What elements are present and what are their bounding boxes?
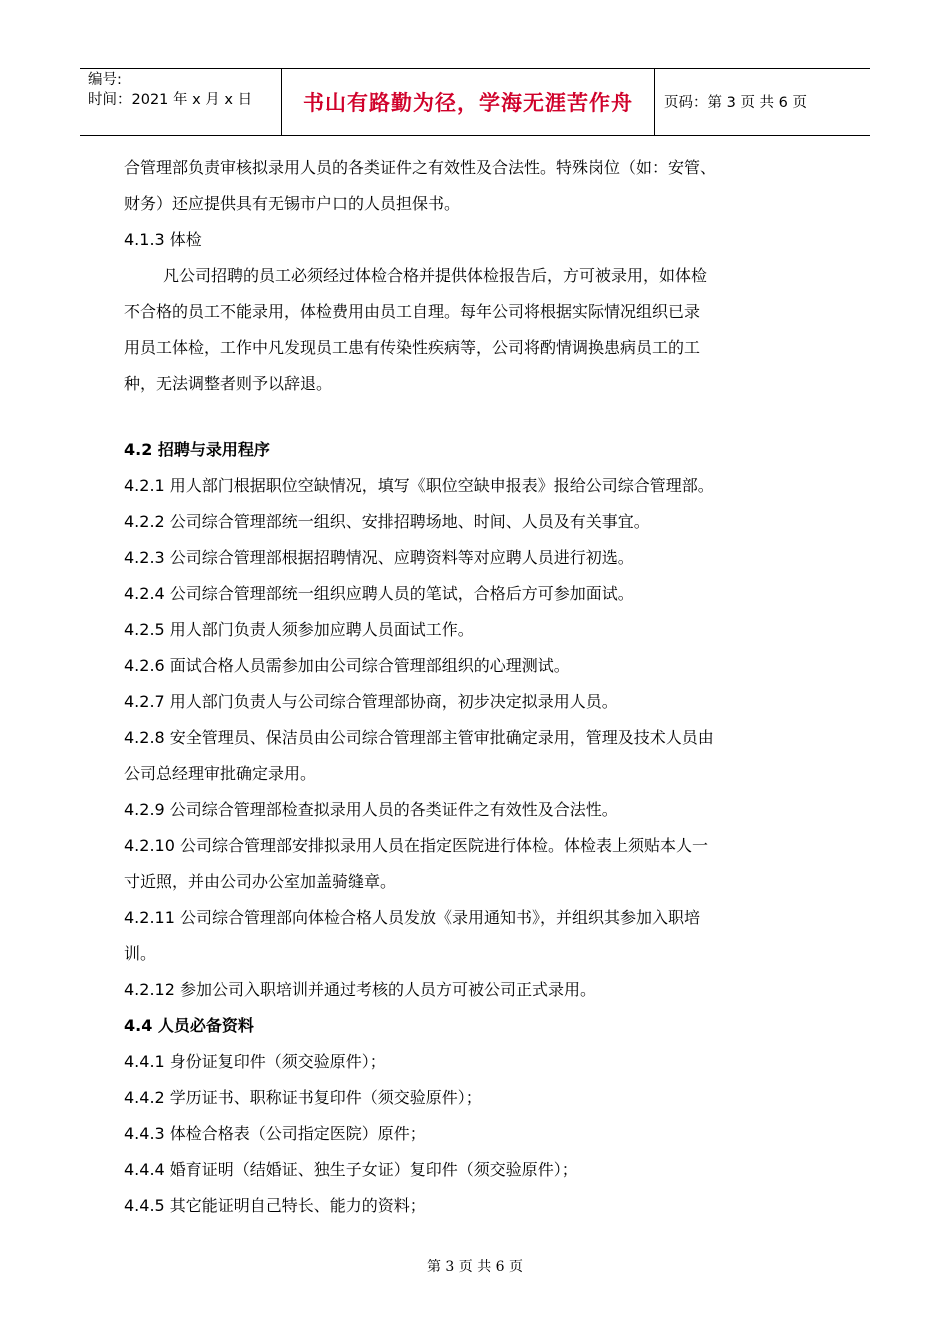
list-item: 4.2.4 公司综合管理部统一组织应聘人员的笔试，合格后方可参加面试。 — [124, 584, 634, 603]
paragraph-line: 用员工体检，工作中凡发现员工患有传染性疾病等，公司将酌情调换患病员工的工 — [124, 338, 701, 357]
list-item: 4.2.12 参加公司入职培训并通过考核的人员方可被公司正式录用。 — [124, 980, 596, 999]
header-divider-right — [654, 68, 655, 135]
list-item: 4.2.6 面试合格人员需参加由公司综合管理部组织的心理测试。 — [124, 656, 570, 675]
section-heading: 4.4 人员必备资料 — [124, 1016, 254, 1035]
document-date: 时间：2021 年 x 月 x 日 — [88, 92, 253, 108]
section-heading: 4.1.3 体检 — [124, 230, 202, 249]
list-item: 4.4.5 其它能证明自己特长、能力的资料； — [124, 1196, 426, 1215]
list-item: 4.4.3 体检合格表（公司指定医院）原件； — [124, 1124, 426, 1143]
list-item: 4.4.2 学历证书、职称证书复印件（须交验原件）； — [124, 1088, 482, 1107]
paragraph-line: 种，无法调整者则予以辞退。 — [124, 374, 333, 393]
section-heading: 4.2 招聘与录用程序 — [124, 440, 270, 459]
list-item: 4.4.4 婚育证明（结婚证、独生子女证）复印件（须交验原件）； — [124, 1160, 578, 1179]
header-motto: 书山有路勤为径，学海无涯苦作舟 — [303, 90, 633, 115]
list-item-continuation: 公司总经理审批确定录用。 — [124, 764, 317, 783]
list-item-continuation: 寸近照，并由公司办公室加盖骑缝章。 — [124, 872, 397, 891]
header-page-info: 页码：第 3 页 共 6 页 — [664, 95, 807, 111]
paragraph-line: 合管理部负责审核拟录用人员的各类证件之有效性及合法性。特殊岗位（如：安管、 — [124, 158, 717, 177]
paragraph-line: 财务）还应提供具有无锡市户口的人员担保书。 — [124, 194, 461, 213]
list-item: 4.2.8 安全管理员、保洁员由公司综合管理部主管审批确定录用，管理及技术人员由 — [124, 728, 714, 747]
header-bottom-rule — [80, 135, 870, 136]
list-item: 4.2.2 公司综合管理部统一组织、安排招聘场地、时间、人员及有关事宜。 — [124, 512, 650, 531]
list-item: 4.2.7 用人部门负责人与公司综合管理部协商，初步决定拟录用人员。 — [124, 692, 618, 711]
list-item: 4.2.5 用人部门负责人须参加应聘人员面试工作。 — [124, 620, 474, 639]
list-item: 4.4.1 身份证复印件（须交验原件）； — [124, 1052, 386, 1071]
list-item-continuation: 训。 — [124, 944, 157, 963]
list-item: 4.2.11 公司综合管理部向体检合格人员发放《录用通知书》，并组织其参加入职培 — [124, 908, 700, 927]
list-item: 4.2.3 公司综合管理部根据招聘情况、应聘资料等对应聘人员进行初选。 — [124, 548, 634, 567]
page-footer: 第 3 页 共 6 页 — [426, 1259, 524, 1275]
list-item: 4.2.9 公司综合管理部检查拟录用人员的各类证件之有效性及合法性。 — [124, 800, 618, 819]
paragraph-line: 凡公司招聘的员工必须经过体检合格并提供体检报告后，方可被录用，如体检 — [163, 266, 708, 285]
list-item: 4.2.10 公司综合管理部安排拟录用人员在指定医院进行体检。体检表上须贴本人一 — [124, 836, 708, 855]
header-meta — [88, 70, 278, 110]
list-item: 4.2.1 用人部门根据职位空缺情况，填写《职位空缺申报表》报给公司综合管理部。 — [124, 476, 714, 495]
document-number-label: 编号: — [88, 72, 122, 88]
paragraph-line: 不合格的员工不能录用，体检费用由员工自理。每年公司将根据实际情况组织已录 — [124, 302, 701, 321]
